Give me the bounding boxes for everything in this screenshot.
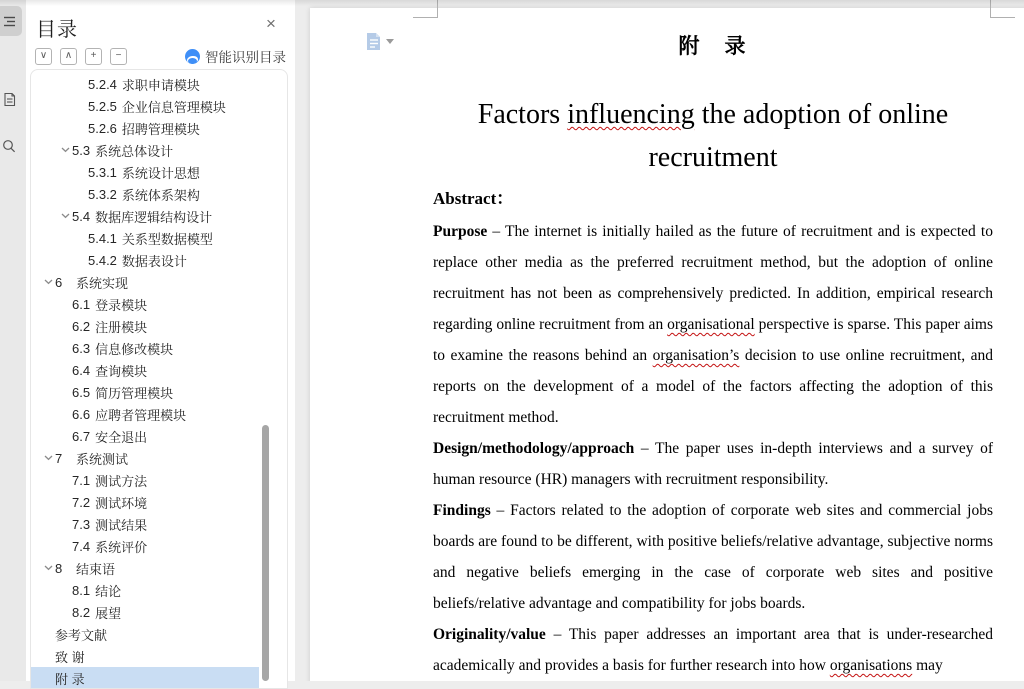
- toc-item-参考文献[interactable]: [31, 623, 259, 645]
- toc-item-number: 8.1: [72, 582, 91, 598]
- document-title: [433, 93, 993, 179]
- toc-sidebar-header: [26, 0, 295, 44]
- toc-item-label: 企业信息管理模块: [121, 99, 226, 115]
- toc-item-label: 测试方法: [95, 473, 148, 489]
- annotation-dropdown-button[interactable]: [365, 32, 394, 51]
- toc-item-number: 8.2: [72, 604, 91, 620]
- toc-item-7.4[interactable]: [31, 535, 259, 557]
- toc-item-5.3.1[interactable]: [31, 161, 259, 183]
- toc-card: [30, 69, 288, 689]
- toc-panel-icon[interactable]: [0, 6, 22, 36]
- toc-item-label: 数据表设计: [121, 253, 187, 269]
- ai-robot-icon: [185, 49, 200, 64]
- text-segment: the adoption of online recruitment: [648, 99, 949, 173]
- toc-item-5.4[interactable]: [31, 205, 259, 227]
- toc-item-7.3[interactable]: [31, 513, 259, 535]
- toc-item-number: 6.7: [72, 428, 91, 444]
- toc-item-label: 关系型数据模型: [121, 231, 213, 247]
- toc-item-label: 系统评价: [95, 539, 148, 555]
- chevron-down-icon[interactable]: [59, 147, 72, 153]
- text-boundary-mark-left-h: [413, 17, 438, 18]
- toc-item-label: 数据库逻辑结构设计: [95, 209, 213, 225]
- toc-item-number: 5.3.1: [88, 164, 117, 180]
- toc-sidebar: [26, 0, 295, 687]
- chevron-down-icon[interactable]: [42, 279, 55, 285]
- toc-item-number: 5.2.5: [88, 98, 117, 114]
- toc-item-5.4.2[interactable]: [31, 249, 259, 271]
- chevron-down-icon: [386, 39, 394, 44]
- toc-item-5.3.2[interactable]: [31, 183, 259, 205]
- toc-item-5.3[interactable]: [31, 139, 259, 161]
- toc-item-7.1[interactable]: [31, 469, 259, 491]
- toc-item-6.1[interactable]: [31, 293, 259, 315]
- toc-item-number: 7.2: [72, 494, 91, 510]
- text-boundary-mark-right-v: [990, 0, 991, 18]
- document-viewer: [295, 0, 1024, 681]
- toc-item-6[interactable]: [31, 271, 259, 293]
- toc-item-label: 结束语: [76, 561, 116, 577]
- toc-item-6.2[interactable]: [31, 315, 259, 337]
- toc-item-number: 6.5: [72, 384, 91, 400]
- toc-item-7[interactable]: [31, 447, 259, 469]
- text-segment: may: [912, 657, 943, 674]
- toc-item-5.2.4[interactable]: [31, 73, 259, 95]
- toc-item-5.2.6[interactable]: [31, 117, 259, 139]
- search-icon[interactable]: [0, 131, 22, 161]
- toc-item-8.1[interactable]: [31, 579, 259, 601]
- text-boundary-mark-left-v: [437, 0, 438, 18]
- collapse-all-button[interactable]: −: [110, 48, 127, 65]
- text-segment: perspective is sparse. This paper aims to examine the reasons behind an: [433, 316, 993, 364]
- text-segment: – The internet is initially hailed as the future of recruitment and is expected to replace other media as the preferred recruitment method, but the adoption of online recruitment has not been as comprehensively predicted. In addition, empirical research regarding online recruitment from an: [433, 223, 993, 333]
- toc-item-label: 求职申请模块: [121, 77, 200, 93]
- text-segment: – The paper uses in-depth interviews and a survey of human resource (HR) managers with recruitment responsibility.: [433, 440, 993, 488]
- text-segment: Originality/value: [433, 626, 546, 643]
- toc-item-label: 附 录: [55, 671, 85, 687]
- chevron-down-icon[interactable]: [42, 565, 55, 571]
- toc-item-6.3[interactable]: [31, 337, 259, 359]
- toc-item-5.4.1[interactable]: [31, 227, 259, 249]
- toc-item-label: 应聘者管理模块: [95, 407, 187, 423]
- paragraph: [433, 619, 993, 681]
- text-segment: Findings: [433, 502, 491, 519]
- ai-recognize-toc-label: 智能识别目录: [205, 50, 286, 65]
- abstract-heading: Abstract：: [433, 189, 514, 208]
- toc-item-number: 6.3: [72, 340, 91, 356]
- toc-item-label: 参考文献: [55, 627, 108, 643]
- toc-item-label: 系统总体设计: [95, 143, 174, 159]
- toc-item-number: 5.3: [72, 142, 91, 158]
- appendix-heading: 附 录: [678, 34, 748, 58]
- toc-toolbar-buttons: [26, 48, 127, 65]
- toc-item-8.2[interactable]: [31, 601, 259, 623]
- toc-item-label: 登录模块: [95, 297, 148, 313]
- toc-item-number: 7: [55, 450, 63, 466]
- text-segment: – This paper addresses an important area that is under-researched academically and provides a basis for further research into how: [433, 626, 993, 674]
- toc-item-5.2.5[interactable]: [31, 95, 259, 117]
- toc-item-label: 测试结果: [95, 517, 148, 533]
- toc-item-number: 6.4: [72, 362, 91, 378]
- toc-item-label: 信息修改模块: [95, 341, 174, 357]
- toc-item-number: 5.3.2: [88, 186, 117, 202]
- toc-item-number: 5.4.2: [88, 252, 117, 268]
- toc-item-附 录[interactable]: [31, 667, 259, 689]
- toc-toolbar: [26, 44, 295, 68]
- toc-item-label: 安全退出: [95, 429, 148, 445]
- sidebar-scrollbar-thumb[interactable]: [262, 425, 269, 681]
- toc-item-number: 6.2: [72, 318, 91, 334]
- toc-item-label: 系统设计思想: [121, 165, 200, 181]
- paragraph: [433, 495, 993, 619]
- toc-item-8[interactable]: [31, 557, 259, 579]
- toc-item-number: 7.1: [72, 472, 91, 488]
- ai-recognize-toc-button[interactable]: [185, 46, 286, 66]
- toc-item-number: 6.1: [72, 296, 91, 312]
- toc-item-label: 系统测试: [76, 451, 129, 467]
- annotation-page-icon: [365, 32, 382, 51]
- toc-item-label: 系统实现: [76, 275, 129, 291]
- toc-item-label: 注册模块: [95, 319, 148, 335]
- toc-item-6.5[interactable]: [31, 381, 259, 403]
- toc-item-number: 6.6: [72, 406, 91, 422]
- toc-item-number: 5.2.4: [88, 76, 117, 92]
- misspelled-word: organisation’s: [652, 347, 740, 364]
- toc-item-number: 7.4: [72, 538, 91, 554]
- toc-item-label: 测试环境: [95, 495, 148, 511]
- text-segment: Design/methodology/approach: [433, 440, 635, 457]
- chevron-down-icon[interactable]: [59, 213, 72, 219]
- chevron-down-button[interactable]: ∨: [35, 48, 52, 65]
- text-boundary-mark-right-h: [990, 17, 1015, 18]
- abstract-body: [433, 216, 993, 681]
- toc-item-6.6[interactable]: [31, 403, 259, 425]
- text-segment: – Factors related to the adoption of corporate web sites and commercial jobs boards are found to be different, with positive beliefs/relative advantage, subjective norms and negative beliefs emerging in the case of corporate web sites and positive beliefs/relative advantage and compatibility for jobs boards.: [433, 502, 993, 612]
- page-text-column: [433, 30, 993, 681]
- paragraph: [433, 433, 993, 495]
- toc-item-label: 展望: [95, 605, 122, 621]
- toc-item-label: 查询模块: [95, 363, 148, 379]
- annotation-note-icon[interactable]: [0, 84, 22, 114]
- paragraph: [433, 216, 993, 433]
- misspelled-word: organisations: [829, 657, 913, 674]
- toc-item-number: 5.4.1: [88, 230, 117, 246]
- toc-item-number: 5.4: [72, 208, 91, 224]
- expand-all-button[interactable]: +: [85, 48, 102, 65]
- toc-item-label: 致 谢: [55, 649, 85, 665]
- toc-item-致 谢[interactable]: [31, 645, 259, 667]
- toc-item-7.2[interactable]: [31, 491, 259, 513]
- misspelled-word: organisational: [667, 316, 755, 333]
- misspelled-word: influencing: [567, 99, 695, 130]
- toc-panel-title: 目录: [36, 19, 78, 41]
- toc-item-number: 8: [55, 560, 63, 576]
- text-segment: Factors: [477, 99, 568, 130]
- left-toolbar-rail: [0, 0, 26, 681]
- close-icon[interactable]: ×: [261, 14, 281, 34]
- toc-item-6.4[interactable]: [31, 359, 259, 381]
- toc-item-label: 简历管理模块: [95, 385, 174, 401]
- toc-item-number: 5.2.6: [88, 120, 117, 136]
- chevron-up-button[interactable]: ∧: [60, 48, 77, 65]
- toc-list: [31, 70, 287, 689]
- toc-item-6.7[interactable]: [31, 425, 259, 447]
- text-segment: Purpose: [433, 223, 488, 240]
- toc-item-label: 系统体系架构: [121, 187, 200, 203]
- toc-item-number: 7.3: [72, 516, 91, 532]
- toc-item-number: 6: [55, 274, 63, 290]
- pdf-page: [310, 8, 1024, 681]
- text-segment: decision to use online recruitment, and reports on the development of a model of the factors affecting the adoption of this recruitment method.: [433, 347, 994, 426]
- chevron-down-icon[interactable]: [42, 455, 55, 461]
- toc-item-label: 招聘管理模块: [121, 121, 200, 137]
- toc-item-label: 结论: [95, 583, 122, 599]
